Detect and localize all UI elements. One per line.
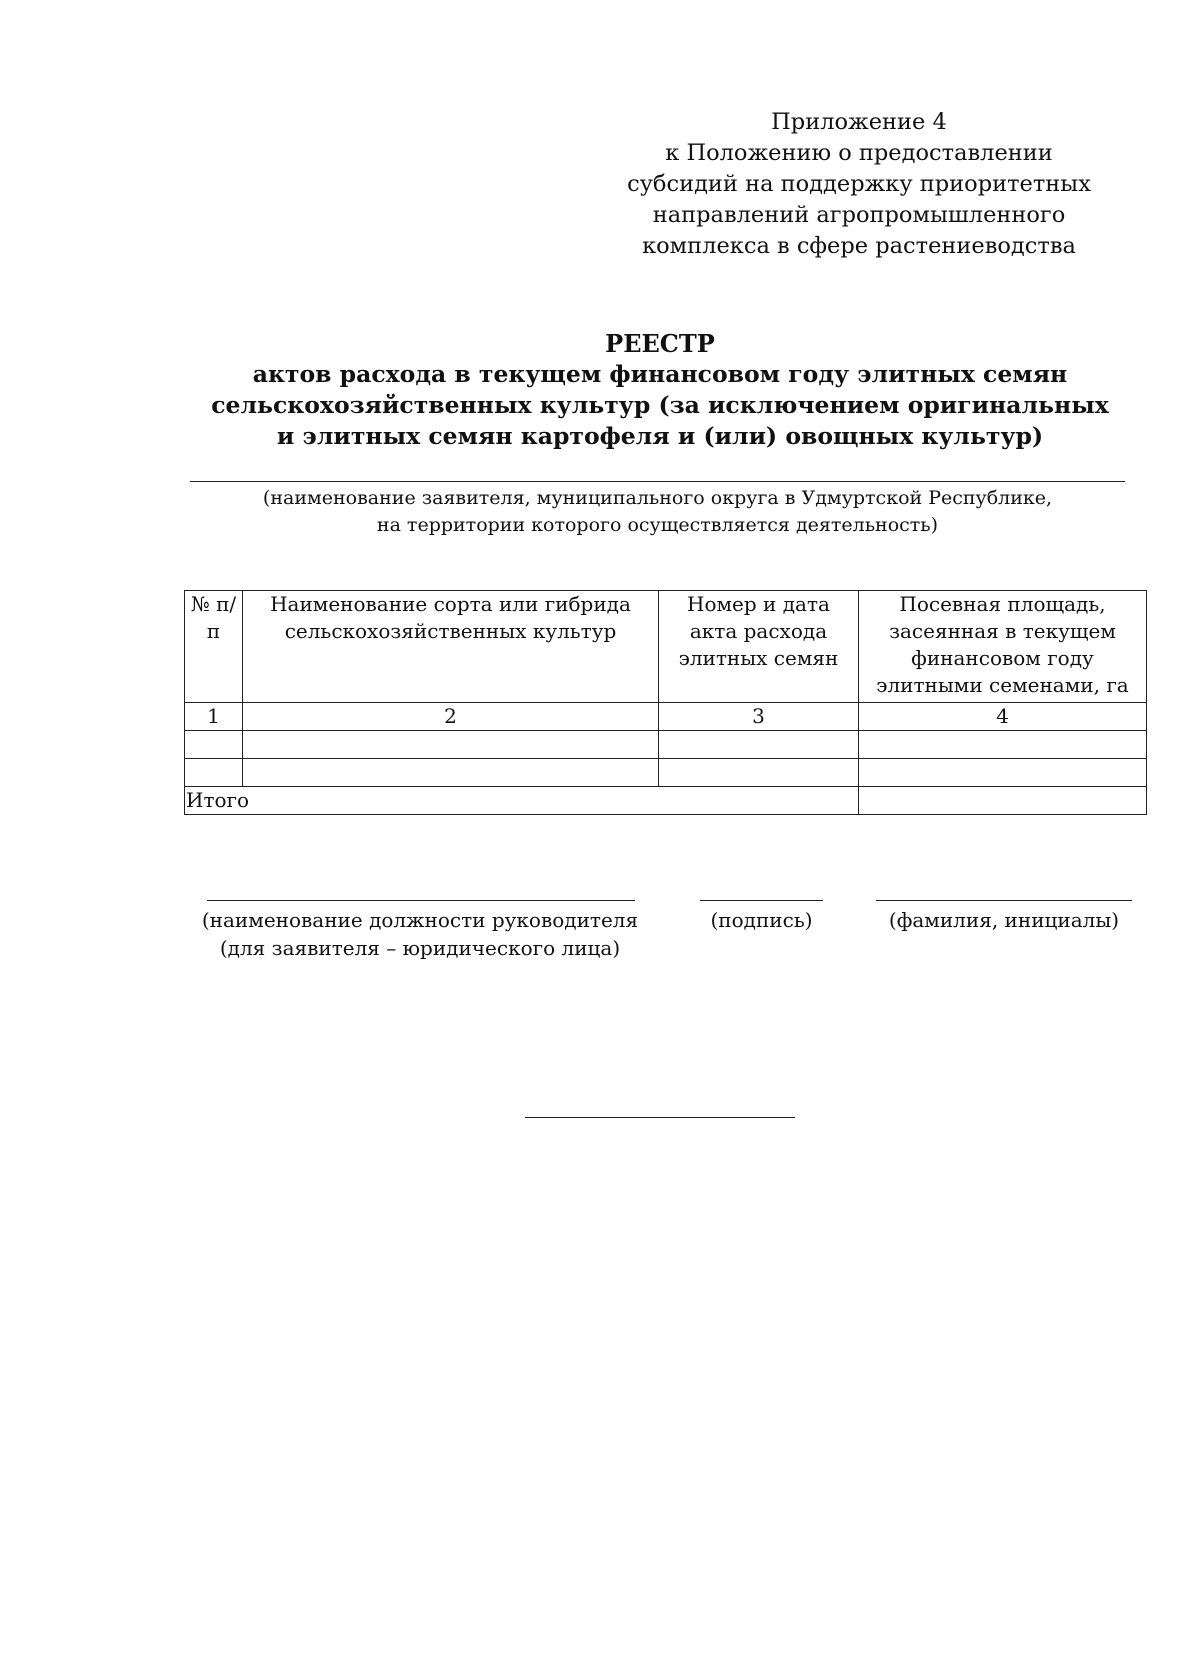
name-caption-text: (фамилия, инициалы) bbox=[888, 908, 1120, 932]
title-line: и элитных семян картофеля и (или) овощных культур) bbox=[276, 422, 1044, 450]
end-separator-line bbox=[525, 1117, 795, 1118]
column-number: 4 bbox=[859, 703, 1147, 731]
name-sign-line bbox=[876, 900, 1132, 901]
name-caption bbox=[866, 906, 1142, 934]
position-caption-line: (наименование должности руководителя bbox=[201, 908, 639, 932]
table-cell[interactable] bbox=[859, 759, 1147, 787]
applicant-caption-line: на территории которого осуществляется деятельность) bbox=[376, 514, 939, 536]
column-number: 2 bbox=[243, 703, 659, 731]
position-sign-line bbox=[207, 900, 635, 901]
header-cell-number: № п/п bbox=[185, 591, 243, 703]
table-row bbox=[185, 759, 1147, 787]
column-number: 1 bbox=[185, 703, 243, 731]
signature-caption-text: (подпись) bbox=[710, 908, 813, 932]
document-title bbox=[190, 328, 1130, 452]
applicant-caption-line: (наименование заявителя, муниципального округа в Удмуртской Республике, bbox=[262, 487, 1053, 509]
total-label: Итого bbox=[185, 787, 859, 815]
title-line: актов расхода в текущем финансовом году элитных семян bbox=[252, 360, 1068, 388]
column-number-row bbox=[185, 703, 1147, 731]
total-value-cell[interactable] bbox=[859, 787, 1147, 815]
table-cell[interactable] bbox=[243, 731, 659, 759]
title-main: РЕЕСТР bbox=[605, 329, 715, 358]
total-row bbox=[185, 787, 1147, 815]
table-header-row bbox=[185, 591, 1147, 703]
signature-sign-line bbox=[700, 900, 823, 901]
appendix-line: к Положению о предоставлении bbox=[665, 140, 1053, 166]
position-caption-line: (для заявителя – юридического лица) bbox=[219, 936, 621, 960]
header-cell-act: Номер и дата акта расхода элитных семян bbox=[659, 591, 859, 703]
table-row bbox=[185, 731, 1147, 759]
registry-table bbox=[184, 590, 1147, 815]
applicant-caption bbox=[190, 485, 1125, 539]
table-cell[interactable] bbox=[859, 731, 1147, 759]
header-cell-area: Посевная площадь, засеянная в текущем финансовом году элитными семенами, га bbox=[859, 591, 1147, 703]
header-cell-variety: Наименование сорта или гибрида сельскохозяйственных культур bbox=[243, 591, 659, 703]
signature-caption bbox=[690, 906, 833, 934]
table-cell[interactable] bbox=[243, 759, 659, 787]
title-line: сельскохозяйственных культур (за исключением оригинальных bbox=[211, 391, 1109, 419]
appendix-line: комплекса в сфере растениеводства bbox=[642, 233, 1076, 259]
applicant-fill-line bbox=[190, 481, 1125, 482]
table-cell[interactable] bbox=[185, 759, 243, 787]
column-number: 3 bbox=[659, 703, 859, 731]
position-caption bbox=[190, 906, 650, 962]
appendix-line: Приложение 4 bbox=[771, 109, 947, 135]
appendix-block bbox=[620, 107, 1098, 262]
table-cell[interactable] bbox=[659, 731, 859, 759]
appendix-line: субсидий на поддержку приоритетных bbox=[627, 171, 1091, 197]
appendix-line: направлений агропромышленного bbox=[652, 202, 1066, 228]
table-cell[interactable] bbox=[659, 759, 859, 787]
table-cell[interactable] bbox=[185, 731, 243, 759]
